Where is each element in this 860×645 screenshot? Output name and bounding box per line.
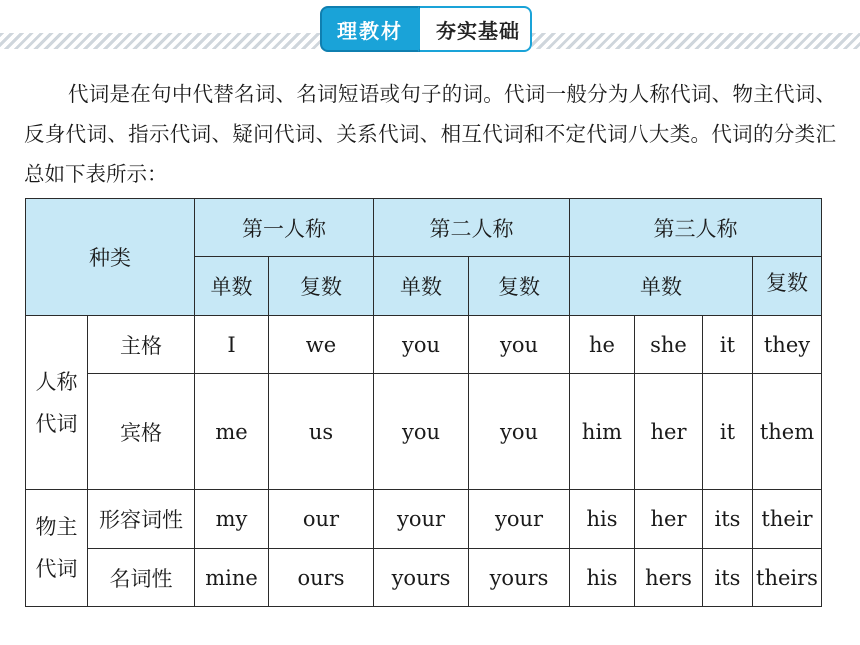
table-row (26, 374, 822, 490)
header-second-plural: 复数 (469, 257, 570, 316)
table-row (26, 549, 822, 607)
header-third-singular: 单数 (570, 257, 753, 316)
table-cell: them (753, 374, 822, 490)
table-cell: you (374, 316, 469, 374)
table-cell: its (703, 490, 753, 549)
table-cell: us (269, 374, 374, 490)
header-first-plural: 复数 (269, 257, 374, 316)
group-label-personal: 人称代词 (26, 316, 88, 490)
table-cell: their (753, 490, 822, 549)
table-cell: your (374, 490, 469, 549)
header-first-singular: 单数 (195, 257, 269, 316)
table-cell: yours (469, 549, 570, 607)
row-label-subject: 主格 (88, 316, 195, 374)
table-cell: he (570, 316, 635, 374)
table-cell: your (469, 490, 570, 549)
header-second-singular: 单数 (374, 257, 469, 316)
group-label-possessive: 物主代词 (26, 490, 88, 607)
table-cell: it (703, 316, 753, 374)
table-cell: yours (374, 549, 469, 607)
table-cell: her (635, 374, 703, 490)
table-cell: her (635, 490, 703, 549)
badge-label-primary: 理教材 (320, 6, 420, 52)
table-cell: his (570, 490, 635, 549)
table-cell: I (195, 316, 269, 374)
table-cell: it (703, 374, 753, 490)
table-cell: his (570, 549, 635, 607)
table-cell: my (195, 490, 269, 549)
table-cell: him (570, 374, 635, 490)
header-stripe-right (532, 33, 860, 49)
table-row (26, 490, 822, 549)
table-cell: you (374, 374, 469, 490)
table-cell: ours (269, 549, 374, 607)
header-category: 种类 (26, 199, 195, 316)
intro-paragraph: 代词是在句中代替名词、名词短语或句子的词。代词一般分为人称代词、物主代词、反身代词、指示代词、疑问代词、关系代词、相互代词和不定代词八大类。代词的分类汇总如下表所示： (24, 82, 836, 186)
section-header (0, 0, 860, 66)
pronoun-table (25, 198, 822, 607)
table-header-row (26, 199, 822, 257)
row-label-noun: 名词性 (88, 549, 195, 607)
row-label-adjective: 形容词性 (88, 490, 195, 549)
badge-label-secondary: 夯实基础 (420, 6, 532, 52)
table-cell: they (753, 316, 822, 374)
table-cell: our (269, 490, 374, 549)
header-second-person: 第二人称 (374, 199, 570, 257)
header-first-person: 第一人称 (195, 199, 374, 257)
section-badge (320, 6, 532, 52)
table-cell: she (635, 316, 703, 374)
header-third-plural: 复数 (753, 257, 822, 316)
table-row (26, 316, 822, 374)
table-cell: mine (195, 549, 269, 607)
table-cell: you (469, 374, 570, 490)
header-third-person: 第三人称 (570, 199, 822, 257)
table-cell: its (703, 549, 753, 607)
header-stripe-left (0, 33, 324, 49)
table-cell: you (469, 316, 570, 374)
table-cell: theirs (753, 549, 822, 607)
table-cell: we (269, 316, 374, 374)
row-label-object: 宾格 (88, 374, 195, 490)
table-cell: hers (635, 549, 703, 607)
table-cell: me (195, 374, 269, 490)
